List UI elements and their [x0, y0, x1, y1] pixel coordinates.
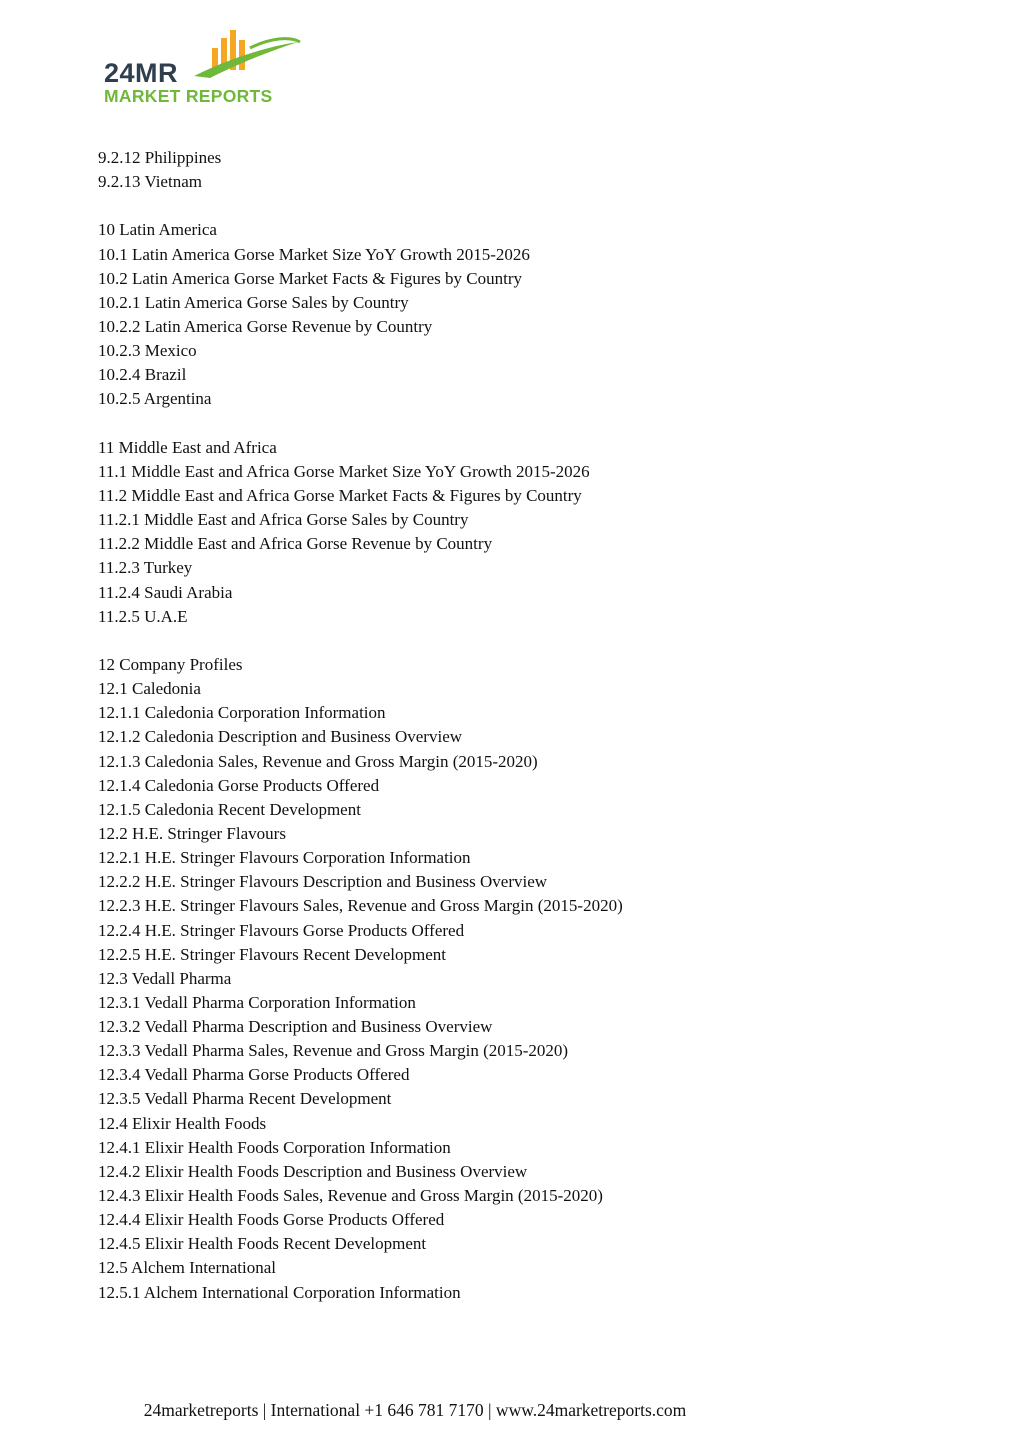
toc-entry: 12 Company Profiles — [98, 654, 243, 674]
logo-top-text: 24MR — [104, 58, 179, 88]
toc-entry: 11 Middle East and Africa — [98, 437, 277, 457]
toc-entry: 12.4.1 Elixir Health Foods Corporation Information — [98, 1137, 451, 1157]
toc-entry: 12.2.2 H.E. Stringer Flavours Description and Business Overview — [98, 872, 548, 892]
toc-spacer — [98, 629, 948, 653]
logo-bottom-text: MARKET REPORTS — [104, 86, 273, 106]
bar-chart-swoosh-icon — [190, 28, 310, 88]
toc-entry: 12.1.1 Caledonia Corporation Information — [98, 703, 386, 723]
toc-entry: 12.2.4 H.E. Stringer Flavours Gorse Products Offered — [98, 920, 465, 940]
toc-entry: 10.2.5 Argentina — [98, 389, 212, 409]
toc-spacer — [98, 412, 948, 436]
toc-entry: 12.1.4 Caledonia Gorse Products Offered — [98, 775, 380, 795]
toc-entry: 10.2 Latin America Gorse Market Facts & Figures by Country — [98, 268, 522, 288]
company-logo — [100, 28, 310, 110]
toc-entry: 10.2.4 Brazil — [98, 365, 187, 385]
toc-entry: 11.2.5 U.A.E — [98, 606, 188, 626]
toc-entry: 12.2.3 H.E. Stringer Flavours Sales, Revenue and Gross Margin (2015-2020) — [98, 896, 623, 916]
toc-spacer — [98, 194, 948, 218]
toc-entry: 11.2.1 Middle East and Africa Gorse Sales by Country — [98, 510, 469, 530]
toc-entry: 12.3 Vedall Pharma — [98, 968, 232, 988]
toc-entry: 9.2.13 Vietnam — [98, 172, 202, 192]
toc-entry: 12.3.5 Vedall Pharma Recent Development — [98, 1089, 392, 1109]
toc-entry: 12.2 H.E. Stringer Flavours — [98, 823, 286, 843]
toc-entry: 12.2.1 H.E. Stringer Flavours Corporation Information — [98, 848, 471, 868]
toc-entry: 12.4.5 Elixir Health Foods Recent Development — [98, 1234, 427, 1254]
toc-entry: 11.2 Middle East and Africa Gorse Market Facts & Figures by Country — [98, 485, 582, 505]
toc-entry: 12.5 Alchem International — [98, 1258, 276, 1278]
toc-entry: 12.3.2 Vedall Pharma Description and Business Overview — [98, 1017, 493, 1037]
toc-entry: 9.2.12 Philippines — [98, 148, 222, 167]
toc-entry: 11.2.2 Middle East and Africa Gorse Revenue by Country — [98, 534, 493, 554]
toc-entry: 12.3.3 Vedall Pharma Sales, Revenue and Gross Margin (2015-2020) — [98, 1041, 569, 1061]
toc-entry: 12.5.1 Alchem International Corporation Information — [98, 1282, 461, 1302]
toc-entry: 11.1 Middle East and Africa Gorse Market Size YoY Growth 2015-2026 — [98, 461, 590, 481]
toc-entry: 12.1.5 Caledonia Recent Development — [98, 799, 361, 819]
toc-entry: 12.4.4 Elixir Health Foods Gorse Products Offered — [98, 1210, 445, 1230]
toc-entry: 12.1.2 Caledonia Description and Business Overview — [98, 727, 463, 747]
toc-entry: 11.2.3 Turkey — [98, 558, 193, 578]
toc-entry: 12.4.3 Elixir Health Foods Sales, Revenue and Gross Margin (2015-2020) — [98, 1186, 603, 1206]
toc-entry: 12.3.4 Vedall Pharma Gorse Products Offered — [98, 1065, 410, 1085]
table-of-contents — [98, 146, 948, 1305]
toc-entry: 12.4.2 Elixir Health Foods Description and Business Overview — [98, 1161, 528, 1181]
toc-entry: 10.2.1 Latin America Gorse Sales by Country — [98, 292, 409, 312]
toc-entry: 12.2.5 H.E. Stringer Flavours Recent Development — [98, 944, 446, 964]
toc-entry: 10.2.2 Latin America Gorse Revenue by Country — [98, 316, 433, 336]
toc-entry: 12.1 Caledonia — [98, 679, 201, 699]
toc-entry: 10.2.3 Mexico — [98, 341, 197, 361]
page-footer: 24marketreports | International +1 646 781 7170 | www.24marketreports.com — [143, 1400, 687, 1420]
toc-entry: 10 Latin America — [98, 220, 217, 240]
toc-entry: 10.1 Latin America Gorse Market Size YoY Growth 2015-2026 — [98, 244, 530, 264]
toc-entry: 12.1.3 Caledonia Sales, Revenue and Gross Margin (2015-2020) — [98, 751, 538, 771]
toc-entry: 11.2.4 Saudi Arabia — [98, 582, 233, 602]
toc-entry: 12.4 Elixir Health Foods — [98, 1113, 267, 1133]
toc-entry: 12.3.1 Vedall Pharma Corporation Information — [98, 992, 416, 1012]
